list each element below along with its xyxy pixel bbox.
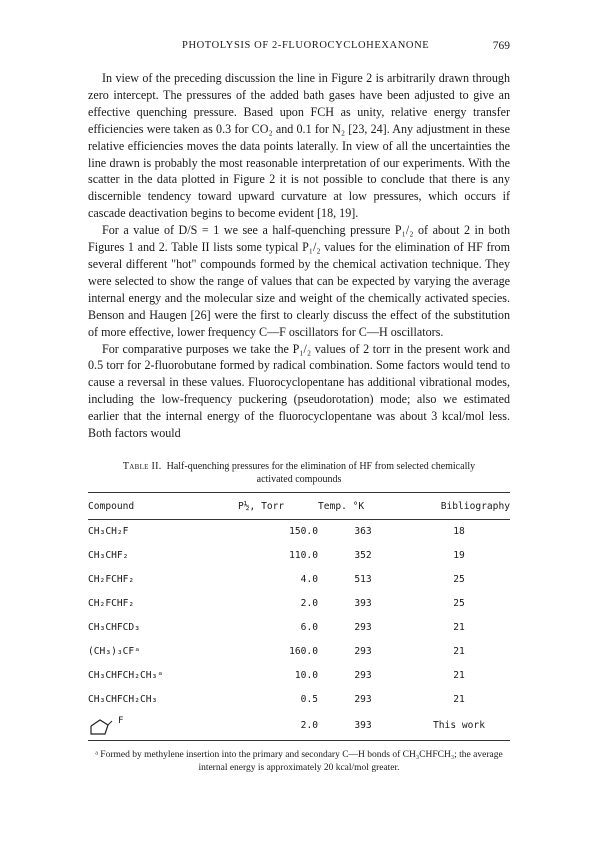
compound-cell: (CH₃)₃CFᵃ (88, 646, 140, 658)
bibliography-cell: 21 (453, 694, 465, 706)
pressure-cell: 6.0 (300, 622, 318, 634)
running-header (88, 40, 510, 58)
table-caption-text: Half-quenching pressures for the elimination of HF from selected chemically activated compounds (166, 460, 476, 485)
temperature-cell: 393 (318, 712, 408, 741)
body-text (88, 70, 510, 442)
table-header-row (88, 492, 510, 519)
temperature-cell: 352 (354, 550, 372, 562)
bibliography-cell: 25 (453, 574, 465, 586)
column-header-pressure: P½, Torr (238, 492, 318, 519)
bibliography-cell: 18 (453, 526, 465, 538)
paragraph: For comparative purposes we take the P₁/₂ values of 2 torr in the present work and 0.5 torr for 2-fluorobutane formed by radical combination. Some factors would tend to cause a reversal in these values. Fluorocyclopentane has additional vibrational modes, including the low-frequency puckering (pseudorotation) mode; also we estimated earlier that the internal energy of the fluorocyclopentane was about 3 kcal/mol less. Both factors would (88, 341, 510, 441)
bibliography-cell: 19 (453, 550, 465, 562)
fluorine-label: F (118, 715, 124, 726)
table-row (88, 664, 510, 688)
pressure-cell: 10.0 (294, 670, 318, 682)
bibliography-cell: 21 (453, 646, 465, 658)
paragraph: In view of the preceding discussion the line in Figure 2 is arbitrarily drawn through zero intercept. The pressures of the added bath gases have been adjusted to give an effective quenching pressure. Based upon FCH as unity, relative energy transfer efficiencies were taken as 0.3 for CO₂ and 0.1 for N₂ [23, 24]. Any adjustment in these relative efficiencies moves the data points laterally. In view of all the uncertainties the line drawn is probably the most reasonable interpretation of our experiments. With the scatter in the data plotted in Figure 2 it is not possible to conclude that there is any discernible tendency toward upward curvature at low pressures, which occurs if cascade deactivation begins to become evident [18, 19]. (88, 71, 510, 221)
temperature-cell: 293 (354, 646, 372, 658)
compound-cell: CH₂FCHF₂ (88, 598, 135, 610)
table-row (88, 592, 510, 616)
table-row (88, 640, 510, 664)
table-caption (88, 460, 510, 486)
running-head: PHOTOLYSIS OF 2-FLUOROCYCLOHEXANONE (182, 40, 430, 51)
column-header-bibliography: Bibliography (408, 492, 510, 519)
temperature-cell: 393 (354, 598, 372, 610)
table-row (88, 688, 510, 712)
table-row (88, 568, 510, 592)
temperature-cell: 293 (354, 694, 372, 706)
bibliography-cell: 21 (453, 622, 465, 634)
pressure-cell: 0.5 (300, 694, 318, 706)
pressure-cell: 2.0 (300, 598, 318, 610)
pressure-cell: 110.0 (289, 550, 318, 562)
table-caption-label: Table II. (122, 460, 162, 472)
table-row (88, 544, 510, 568)
compound-cell: CH₃CHFCD₃ (88, 622, 140, 634)
table-row (88, 519, 510, 544)
table-footnote: ᵃ Formed by methylene insertion into the primary and secondary C—H bonds of CH₃CHFCH₃; the average internal energy is approximately 20 kcal/mol greater. (95, 749, 503, 773)
compound-cell: CH₂FCHF₂ (88, 574, 135, 586)
bibliography-cell: 21 (453, 670, 465, 682)
column-header-temperature: Temp. °K (318, 492, 408, 519)
temperature-cell: 293 (354, 670, 372, 682)
pressure-cell: 150.0 (289, 526, 318, 538)
bibliography-cell: 25 (453, 598, 465, 610)
compound-cell: CH₃CHFCH₂CH₃ᵃ (88, 670, 164, 682)
table-row (88, 712, 510, 741)
compound-cell: CH₃CHFCH₂CH₃ (88, 694, 158, 706)
bibliography-cell: This work (408, 712, 510, 741)
pressure-cell: 2.0 (238, 712, 318, 741)
compound-cell: CH₃CHF₂ (88, 550, 129, 562)
data-table (88, 492, 510, 741)
temperature-cell: 363 (354, 526, 372, 538)
pressure-cell: 4.0 (300, 574, 318, 586)
pressure-cell: 160.0 (289, 646, 318, 658)
compound-cell: CH₃CH₂F (88, 526, 129, 538)
cyclopentane-ring-icon (88, 716, 118, 736)
column-header-compound: Compound (88, 492, 238, 519)
table-row (88, 616, 510, 640)
temperature-cell: 513 (354, 574, 372, 586)
paragraph: For a value of D/S = 1 we see a half-quenching pressure P₁/₂ of about 2 in both Figures 1 and 2. Table II lists some typical P₁/₂ values for the elimination of HF from several different "hot" compounds formed by the chemical activation technique. They were selected to show the range of values that can be expected by varying the average internal energy and the molecular size and weight of the chemically activated species. Benson and Haugen [26] were the first to clearly discuss the effect of the substitution of more effective, lower frequency C—F oscillators for C—H oscillators. (88, 223, 510, 339)
page (88, 40, 510, 775)
temperature-cell: 293 (354, 622, 372, 634)
page-number: 769 (492, 40, 510, 52)
compound-cell (88, 712, 238, 741)
